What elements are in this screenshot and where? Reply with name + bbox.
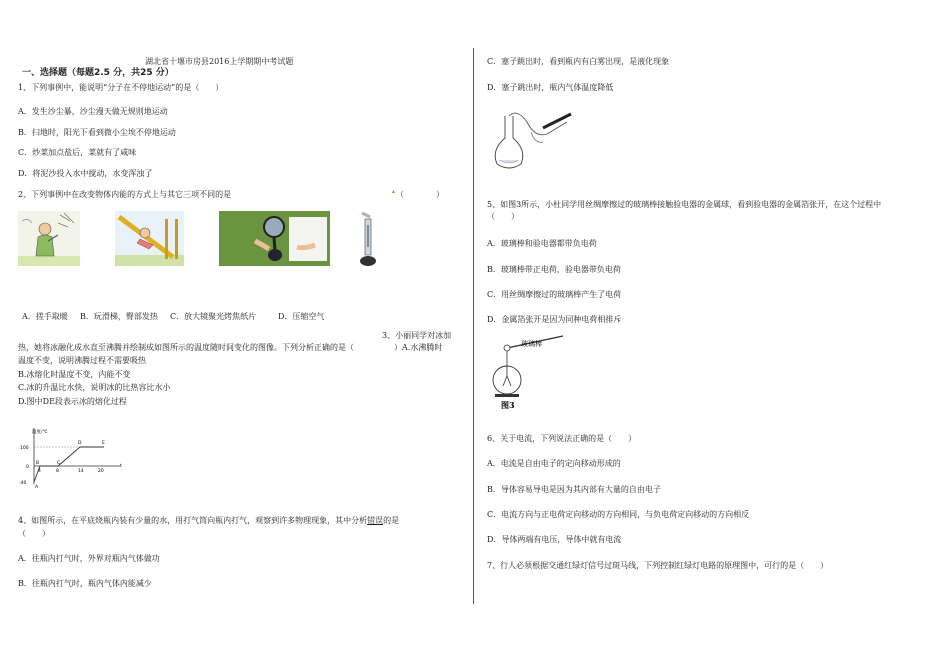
q5-option-b: B．玻璃棒带正电荷，验电器带负电荷: [487, 265, 621, 274]
q6-option-b: B．导体容易导电是因为其内部有大量的自由电子: [487, 485, 661, 494]
q1-option-b: B．扫地时，阳光下看到微小尘埃不停地运动: [18, 128, 176, 137]
figure3-label: 图3: [501, 400, 515, 410]
q3-line2: 温度不变，说明沸腾过程不需要吸热: [18, 356, 146, 365]
q6-option-a: A．电流是自由电子的定向移动形成的: [487, 459, 621, 468]
magnifier-photo: [219, 211, 330, 266]
q3-line1: 热，她将冰融化成水直至沸腾并绘制成如图所示的温度随时间变化的图像。下列分析正确的是（ ）A.水沸腾时: [18, 343, 443, 352]
flask-pump-figure: [487, 108, 573, 176]
q5-option-d: D．金属箔张开是因为同种电荷相排斥: [487, 315, 622, 324]
graph-point: E: [102, 441, 105, 446]
q3-lead: 3、小丽同学对冰加: [382, 331, 452, 340]
q4-stem: 4、如图所示，在平底烧瓶内装有少量的水，用打气筒向瓶内打气，观察到许多物理现象，其中分析错误的是: [18, 516, 400, 525]
q2-stem: 2、下列事例中在改变物体内能的方式上与其它三项不同的是: [18, 190, 232, 199]
graph-tick: 14: [78, 469, 84, 474]
q1-option-a: A．发生沙尘暴，沙尘漫天做无规则地运动: [18, 107, 168, 116]
q4-option-b: B．往瓶内打气时，瓶内气体内能减少: [18, 579, 152, 588]
q6-stem: 6、关于电流，下列说法正确的是（ ）: [487, 434, 637, 443]
q2-option-d: D．压缩空气: [278, 312, 325, 321]
electroscope-figure: [487, 334, 567, 412]
q2-option-b: B．玩滑梯，臀部发热: [80, 312, 158, 321]
q3-option-b: B.冰熔化时温度不变，内能不变: [18, 370, 131, 379]
q7-stem: 7、行人必须根据交通红绿灯信号过斑马线，下列控制红绿灯电路的原理图中，可行的是（ ）: [487, 561, 829, 570]
q4-option-d: D．塞子跳出时，瓶内气体温度降低: [487, 83, 614, 92]
graph-tick: 4: [38, 469, 41, 474]
column-divider: [473, 48, 474, 604]
graph-point: D: [78, 441, 82, 446]
slide-figure: [115, 211, 184, 266]
graph-ylabel: 温度/℃: [32, 430, 48, 435]
q4-option-a: A．往瓶内打气时，外界对瓶内气体做功: [18, 554, 160, 563]
q1-option-d: D．将泥沙投入水中搅动，水变浑浊了: [18, 169, 153, 178]
q4-error-word: 错误: [367, 516, 384, 525]
graph-t-label: t: [120, 464, 122, 469]
temperature-graph: [18, 424, 126, 490]
rod-label: 玻璃棒: [521, 340, 542, 348]
air-pump-figure: [356, 211, 380, 269]
q5-paren: （ ）: [487, 212, 519, 221]
rubbing-hands-figure: [18, 211, 80, 266]
page-title: 湖北省十堰市房县2016上学期期中考试题: [145, 57, 294, 66]
graph-tick: 8: [56, 469, 59, 474]
q6-option-d: D．导体两端有电压，导体中就有电流: [487, 535, 622, 544]
q2-option-c: C．放大镜聚光烤焦纸片: [170, 312, 257, 321]
q5-stem: 5、如图3所示，小杜同学用丝绸摩擦过的玻璃棒接触验电器的金属球，看到验电器的金属箔张开，在这个过程中: [487, 200, 882, 209]
q1-stem: 1、下列事例中，能说明“分子在不停地运动”的是（ ）: [18, 83, 224, 92]
green-mark: ▴: [392, 188, 396, 195]
q4-paren: （ ）: [18, 529, 50, 538]
graph-point: B: [36, 461, 40, 466]
q2-option-a: A．搓手取暖: [22, 312, 68, 321]
q5-option-a: A．玻璃棒和验电器都带负电荷: [487, 239, 597, 248]
graph-tick: 20: [98, 469, 104, 474]
q3-option-c: C.冰的升温比水快，说明冰的比热容比水小: [18, 383, 171, 392]
q5-option-c: C．用丝绸摩擦过的玻璃棒产生了电荷: [487, 290, 622, 299]
q2-paren: （ ）: [396, 190, 444, 199]
q1-option-c: C．炒菜加点盐后，菜就有了咸味: [18, 148, 137, 157]
graph-point: A: [35, 485, 39, 490]
section-heading: 一、选择题（每题2.5 分，共25 分）: [22, 68, 174, 78]
q4-option-c: C．塞子跳出时，看到瓶内有白雾出现，是液化现象: [487, 57, 670, 66]
q3-option-d: D.图中DE段表示冰的熔化过程: [18, 397, 127, 406]
q6-option-c: C．电流方向与正电荷定向移动的方向相同，与负电荷定向移动的方向相反: [487, 510, 750, 519]
graph-yneg: -40: [19, 481, 27, 486]
graph-y100: 100: [20, 446, 29, 451]
graph-point: C: [57, 461, 61, 466]
graph-y0: 0: [26, 465, 29, 470]
